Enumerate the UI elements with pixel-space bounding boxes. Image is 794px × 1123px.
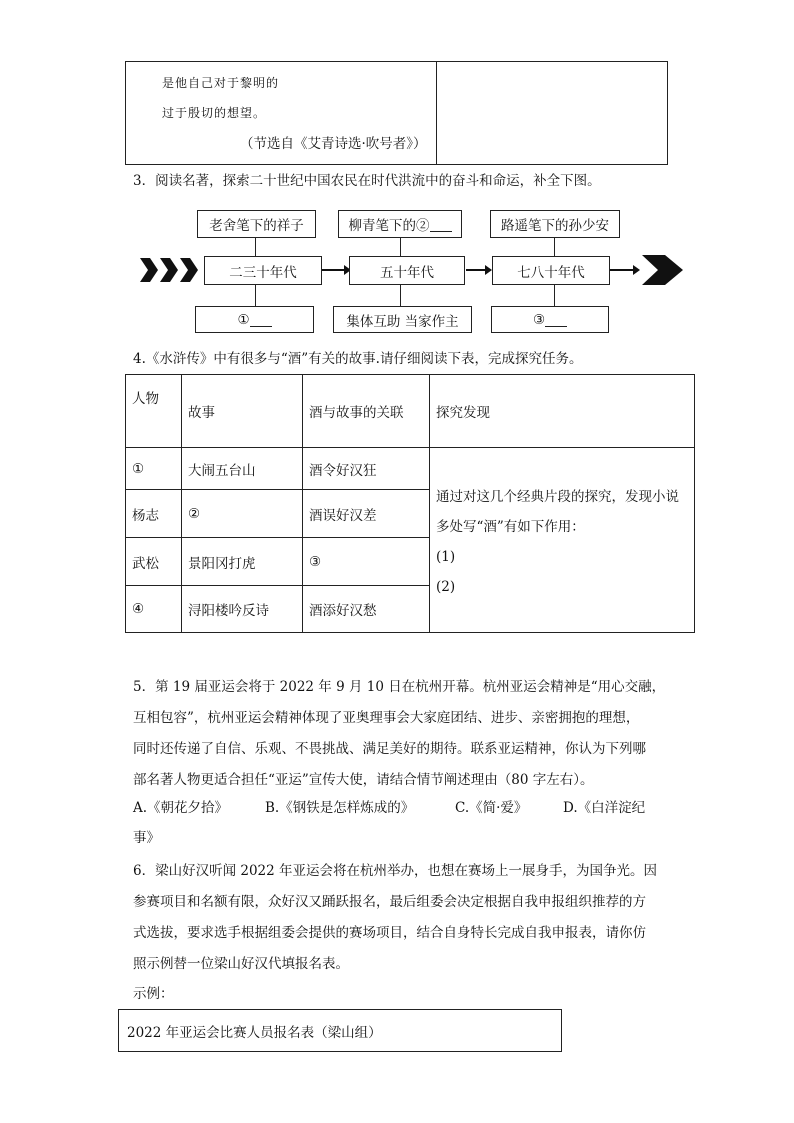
question-3-text: 3．阅读名著，探索二十世纪中国农民在时代洪流中的奋斗和命运，补全下图。	[133, 173, 601, 189]
flow-bottom-box-2: 集体互助 当家作主	[333, 306, 472, 333]
cell-story: 浔阳楼吟反诗	[182, 586, 303, 633]
flow-bottom-box-1: ①	[195, 306, 314, 333]
cell-person: 杨志	[126, 490, 182, 538]
chevron-icon	[180, 258, 198, 282]
cell-relation: 酒误好汉差	[303, 490, 430, 538]
flow-top-box-2: 柳青笔下的②	[338, 210, 462, 238]
option-b: B.《钢铁是怎样炼成的》	[265, 800, 415, 816]
header-person: 人物	[126, 375, 182, 448]
poem-line-1: 是他自己对于黎明的	[162, 76, 280, 90]
question-6-line: 参赛项目和名额有限，众好汉又踊跃报名，最后组委会决定根据自我申报组织推荐的方	[133, 894, 646, 910]
flow-top-box-3: 路遥笔下的孙少安	[490, 210, 620, 238]
cell-relation: 酒令好汉狂	[303, 448, 430, 490]
cell-relation: ③	[303, 538, 430, 586]
poem-source: （节选自《艾青诗选·吹号者》）	[240, 136, 427, 152]
cell-person: ④	[126, 586, 182, 633]
cell-person: ①	[126, 448, 182, 490]
question-6-line: 照示例替一位梁山好汉代填报名表。	[133, 956, 349, 972]
header-finding: 探究发现	[430, 375, 695, 448]
finding-line: 多处写“酒”有如下作用：	[436, 519, 585, 535]
table-header-row	[126, 375, 695, 448]
question-6-line: 式选拔，要求选手根据组委会提供的赛场项目，结合自身特长完成自我申报表，请你仿	[133, 925, 646, 941]
cell-story: 景阳冈打虎	[182, 538, 303, 586]
arrow-head-icon	[642, 255, 683, 285]
option-d-wrap: 事》	[133, 830, 160, 846]
cell-story: ②	[182, 490, 303, 538]
question-6-line: 6．梁山好汉听闻 2022 年亚运会将在杭州举办，也想在赛场上一展身手，为国争光。因	[133, 863, 658, 879]
chevron-icon	[140, 258, 158, 282]
poem-line-2: 过于殷切的想望。	[162, 106, 267, 120]
finding-line: 通过对这几个经典片段的探究，发现小说	[436, 489, 679, 505]
example-form-title: 2022 年亚运会比赛人员报名表（梁山组）	[127, 1024, 382, 1041]
question-5-line: 同时还传递了自信、乐观、不畏挑战、满足美好的期待。联系亚运精神，你认为下列哪	[133, 741, 646, 757]
blank	[430, 217, 452, 232]
question-5	[133, 672, 665, 796]
flow-era-box-3: 七八十年代	[492, 256, 610, 285]
cell-story: 大闹五台山	[182, 448, 303, 490]
question-5-line: 互相包容”，杭州亚运会精神体现了亚奥理事会大家庭团结、进步、亲密拥抱的理想，	[133, 710, 640, 726]
header-story: 故事	[182, 375, 303, 448]
example-form-box	[118, 1009, 562, 1052]
example-label: 示例：	[133, 986, 174, 1002]
question-5-line: 5．第 19 届亚运会将于 2022 年 9 月 10 日在杭州开幕。杭州亚运会精神是“用心交融，	[133, 679, 666, 695]
finding-line: (1)	[436, 549, 456, 565]
option-a: A.《朝花夕拾》	[133, 800, 229, 816]
flow-era-box-2: 五十年代	[349, 256, 465, 285]
flow-bottom-box-3: ③	[491, 306, 609, 333]
option-c: C.《简·爱》	[455, 800, 528, 816]
wine-story-table	[125, 374, 695, 633]
header-relation: 酒与故事的关联	[303, 375, 430, 448]
blank	[250, 312, 272, 327]
flow-era-box-1: 二三十年代	[204, 256, 322, 285]
poem-table-divider	[436, 61, 437, 165]
flow-top-box-1: 老舍笔下的祥子	[197, 210, 316, 238]
cell-relation: 酒添好汉愁	[303, 586, 430, 633]
cell-person: 武松	[126, 538, 182, 586]
cell-finding	[430, 448, 695, 633]
blank	[545, 312, 567, 327]
table-row	[126, 448, 695, 490]
finding-line: (2)	[436, 579, 456, 595]
question-6	[133, 856, 657, 980]
chevron-icon	[160, 258, 178, 282]
question-5-line: 部名著人物更适合担任“亚运”宣传大使，请结合情节阐述理由（80 字左右）。	[133, 772, 594, 788]
option-d: D.《白洋淀纪	[563, 800, 646, 816]
question-4-text: 4.《水浒传》中有很多与“酒”有关的故事.请仔细阅读下表，完成探究任务。	[133, 351, 583, 367]
